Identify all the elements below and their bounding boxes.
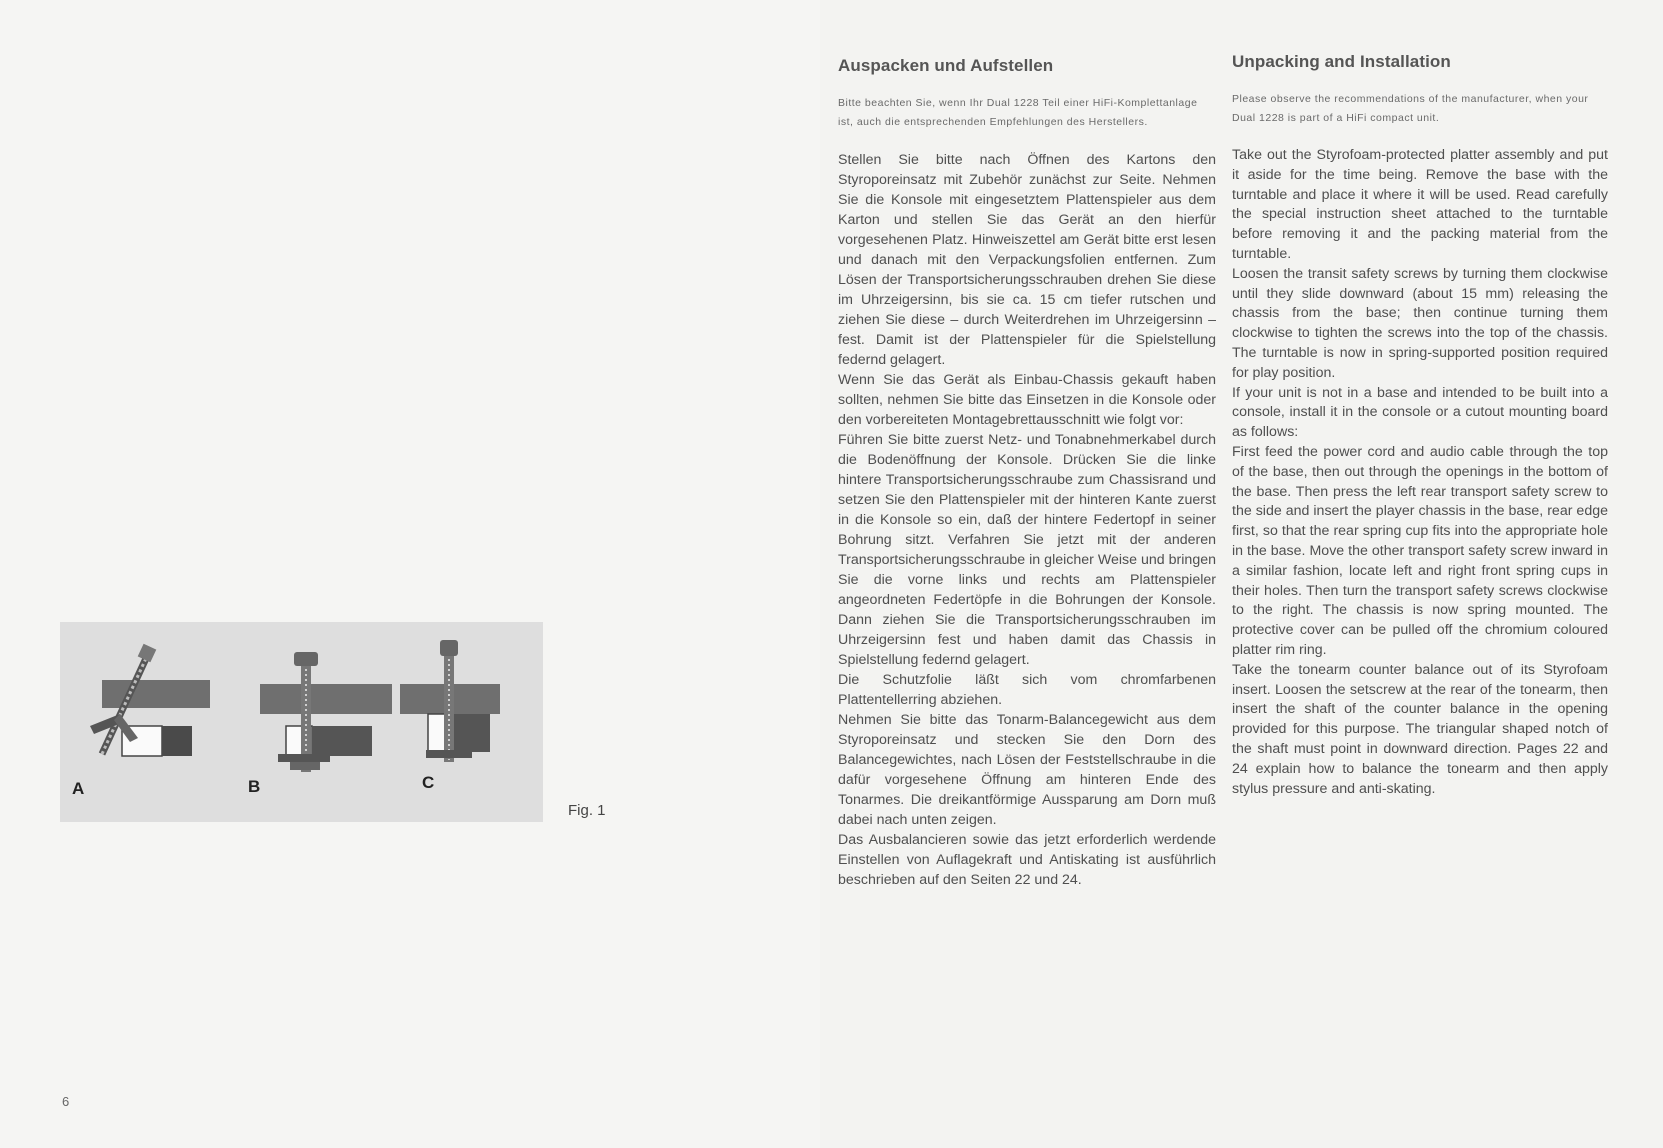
panel-a	[90, 644, 210, 756]
english-body	[1232, 146, 1608, 799]
english-note: Please observe the recommendations of the manufacturer, when your Dual 1228 is part of a HiFi compact unit.	[1232, 93, 1589, 124]
german-note: Bitte beachten Sie, wenn Ihr Dual 1228 Teil einer HiFi-Komplettanlage ist, auch die entsprechenden Empfehlungen des Herstellers.	[838, 97, 1198, 128]
german-paragraph: Das Ausbalancieren sowie das jetzt erforderlich werdende Einstellen von Auflagekraft und Antiskating ist ausführlich beschrieben auf den Seiten 22 und 24.	[838, 832, 1216, 888]
english-paragraph: Take the tonearm counter balance out of its Styrofoam insert. Loosen the setscrew at the rear of the tonearm, then insert the shaft of the counter balance in the opening provided for this purpose. The triangular shaped notch of the shaft must point in downward direction. Pages 22 and 24 explain how to balance the tonearm and then apply stylus pressure and anti-skating.	[1232, 661, 1608, 797]
english-title: Unpacking and Installation	[1232, 52, 1451, 71]
figure-label-c: C	[422, 773, 435, 792]
figure-transport-screws	[60, 622, 543, 822]
english-paragraph: Loosen the transit safety screws by turning them clockwise until they slide downward (about 15 mm) releasing the chassis from the base; then continue turning them clockwise to tighten the screws into the top of the chassis. The turntable is now in spring-supported position required for play position.	[1232, 265, 1608, 381]
german-title: Auspacken und Aufstellen	[838, 56, 1054, 75]
left-page	[0, 0, 820, 1148]
panel-c	[400, 640, 500, 762]
german-paragraph: Die Schutzfolie läßt sich vom chromfarbenen Plattentellerring abziehen.	[838, 672, 1216, 708]
panel-b	[260, 652, 392, 772]
german-paragraph: Wenn Sie das Gerät als Einbau-Chassis gekauft haben sollten, nehmen Sie bitte das Einsetzen in die Konsole oder den vorbereiteten Montagebrettausschnitt wie folgt vor:	[838, 372, 1216, 428]
german-body	[838, 150, 1216, 890]
english-column	[1232, 52, 1608, 799]
figure-illustration	[60, 622, 543, 822]
page-number: 6	[62, 1094, 70, 1109]
english-paragraph: If your unit is not in a base and intended to be built into a console, install it in the console or a cutout mounting board as follows:	[1232, 384, 1608, 441]
english-paragraph: First feed the power cord and audio cable through the top of the base, then out through the openings in the bottom of the base. Then press the left rear transport safety screw to the side and insert the player chassis in the base, rear edge first, so that the rear spring cup fits into the appropriate hole in the base. Move the other transport safety screw inward in a similar fashion, locate left and right front spring cups in their holes. Then turn the transport safety screws clockwise to the right. The chassis is now spring mounted. The protective cover can be pulled off the chromium coloured platter rim ring.	[1232, 443, 1608, 658]
english-paragraph: Take out the Styrofoam-protected platter assembly and put it aside for the time being. Remove the base with the turntable and place it where it will be used. Read carefully the special instruction sheet attached to the turntable before removing it and the packing material from the turntable.	[1232, 147, 1608, 262]
german-paragraph: Nehmen Sie bitte das Tonarm-Balancegewicht aus dem Styroporeinsatz und stecken Sie den Dorn des Balancegewichtes, nach Lösen der Feststellschraube in die dafür vorgesehene Öffnung am hinteren Ende des Tonarmes. Die dreikantförmige Aussparung am Dorn muß dabei nach unten zeigen.	[838, 712, 1216, 828]
german-paragraph: Führen Sie bitte zuerst Netz- und Tonabnehmerkabel durch die Bodenöffnung der Konsole. Drücken Sie die linke hintere Transportsicherungsschraube zum Chassisrand und setzen Sie den Plattenspieler mit der hinteren Kante zuerst in die Konsole so ein, daß der hintere Federtopf in seiner Bohrung sitzt. Verfahren Sie jetzt mit der anderen Transportsicherungsschraube in gleicher Weise und bringen Sie die vorne links und rechts am Plattenspieler angeordneten Federtöpfe in die Bohrungen der Konsole. Dann ziehen Sie die Transportsicherungsschrauben im Uhrzeigersinn fest und haben damit das Chassis in Spielstellung federnd gelagert.	[838, 432, 1216, 668]
german-paragraph: Stellen Sie bitte nach Öffnen des Kartons den Styroporeinsatz mit Zubehör zunächst zur Seite. Nehmen Sie die Konsole mit eingesetztem Plattenspieler aus dem Karton und stellen Sie das Gerät an den hierfür vorgesehenen Platz. Hinweiszettel am Gerät bitte erst lesen und danach mit den Verpackungsfolien entfernen. Zum Lösen der Transportsicherungsschrauben drehen Sie diese im Uhrzeigersinn, bis sie ca. 15 cm tiefer rutschen und ziehen Sie diese – durch Weiterdrehen im Uhrzeigersinn – fest. Damit ist der Plattenspieler für die Spielstellung federnd gelagert.	[838, 152, 1216, 368]
figure-caption: Fig. 1	[568, 802, 606, 819]
figure-label-a: A	[72, 779, 85, 798]
figure-label-b: B	[248, 777, 261, 796]
german-column	[838, 52, 1216, 890]
